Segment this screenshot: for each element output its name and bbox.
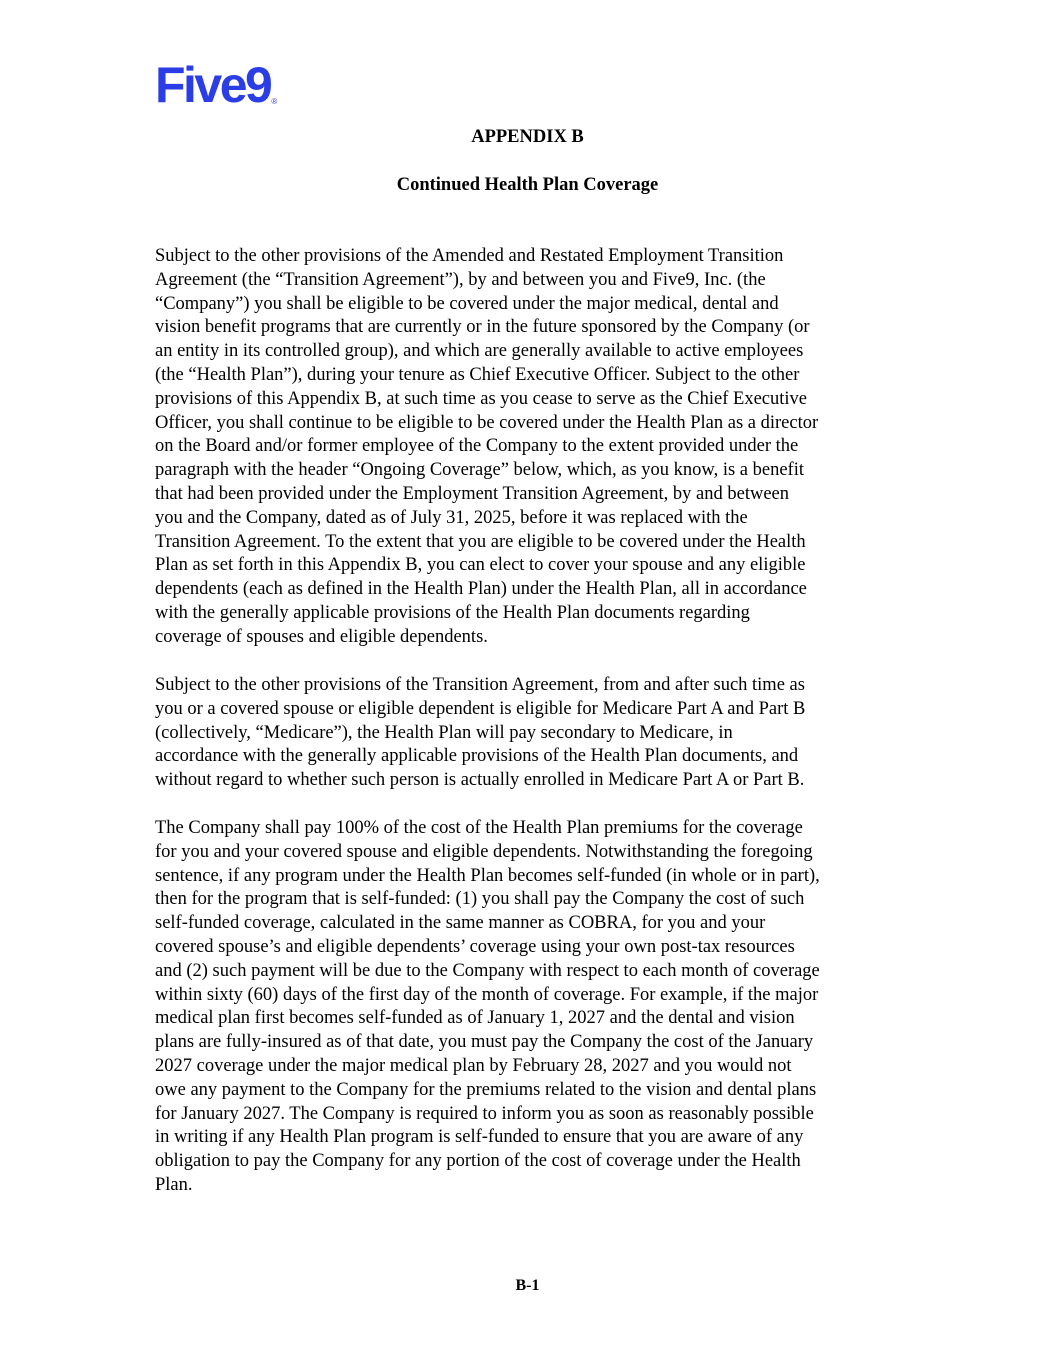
paragraph-text: The Company shall pay 100% of the cost of the Health Plan premiums for the coverage for you and your covered spouse and eligible dependents. Notwithstanding the foregoing sentence, if any program under the Health Plan becomes self-funded (in whole or in part), then for the program that is self-funded: (1) you shall pay the Company the cost of such self-funded coverage, calculated in the same manner as COBRA, for you and your covered spouse’s and eligible dependents’ coverage using your own post-tax resources and (2) such payment will be due to the Company with respect to each month of coverage within sixty (60) days of the first day of the month of coverage. For example, if the major medical plan first becomes self-funded as of January 1, 2027 and the dental and vision plans are fully-insured as of that date, you must pay the Company the cost of the January 2027 coverage under the major medical plan by February 28, 2027 and you would not owe any payment to the Company for the premiums related to the vision and dental plans for January 2027. The Company is required to inform you as soon as reasonably possible in writing if any Health Plan program is self-funded to ensure that you are aware of any obligation to pay the Company for any portion of the cost of coverage under the Health Plan. bbox=[155, 818, 820, 1195]
appendix-heading: APPENDIX B bbox=[471, 127, 584, 147]
paragraph-text: Subject to the other provisions of the Transition Agreement, from and after such time as you or a covered spouse or eligible dependent is eligible for Medicare Part A and Part B (collectively, “Medicare”), the Health Plan will pay secondary to Medicare, in accordance with the generally applicable provisions of the Health Plan documents, and without regard to whether such person is actually enrolled in Medicare Part A or Part B. bbox=[155, 675, 806, 791]
company-logo bbox=[155, 57, 278, 113]
registered-mark: ® bbox=[271, 97, 278, 106]
paragraph-medicare bbox=[155, 674, 915, 793]
page-number: B-1 bbox=[515, 1277, 540, 1294]
paragraph-premiums bbox=[155, 817, 915, 1198]
logo-wordmark: Five9 bbox=[155, 57, 271, 113]
paragraph-text: Subject to the other provisions of the Amended and Restated Employment Transition Agreement (the “Transition Agreement”), by and between you and Five9, Inc. (the “Company”) you shall be eligible to be covered under the major medical, dental and vision benefit programs that are currently or in the future sponsored by the Company (or an entity in its controlled group), and which are generally available to active employees (the “Health Plan”), during your tenure as Chief Executive Officer. Subject to the other provisions of this Appendix B, at such time as you cease to serve as the Chief Executive Officer, you shall continue to be eligible to be covered under the Health Plan as a director on the Board and/or former employee of the Company to the extent provided under the paragraph with the header “Ongoing Coverage” below, which, as you know, is a benefit that had been provided under the Employment Transition Agreement, by and between you and the Company, dated as of July 31, 2025, before it was replaced with the Transition Agreement. To the extent that you are eligible to be covered under the Health Plan as set forth in this Appendix B, you can elect to cover your spouse and any eligible dependents (each as defined in the Health Plan) under the Health Plan, all in accordance with the generally applicable provisions of the Health Plan documents regarding coverage of spouses and eligible dependents. bbox=[155, 246, 819, 647]
paragraph-eligibility bbox=[155, 245, 915, 650]
page-title: Continued Health Plan Coverage bbox=[396, 175, 659, 195]
